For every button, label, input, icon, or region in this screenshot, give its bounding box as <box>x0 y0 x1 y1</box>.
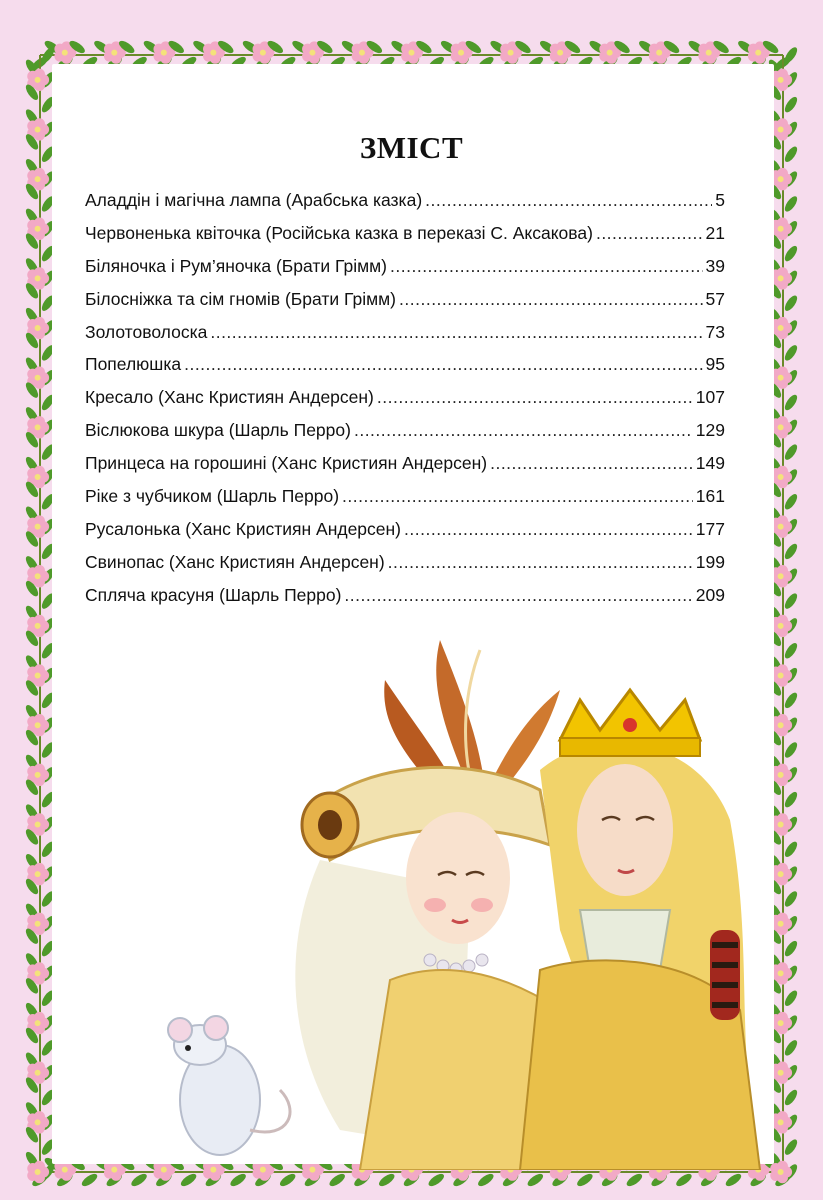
toc-page-number: 107 <box>695 387 725 408</box>
white-mouse <box>168 1016 290 1155</box>
toc-dot-leader <box>184 354 702 375</box>
leaf-icon <box>783 492 800 511</box>
toc-entry-title: Ріке з чубчиком (Шарль Перро) <box>85 486 340 507</box>
toc-entry-title: Русалонька (Ханс Кристиян Андерсен) <box>85 518 402 539</box>
toc-row <box>85 256 725 289</box>
toc-dot-leader <box>596 223 703 244</box>
leaf-icon <box>783 1138 800 1157</box>
toc-page-number: 73 <box>705 321 725 342</box>
leaf-icon <box>129 1172 148 1189</box>
toc-entry-title: Віслюкова шкура (Шарль Перро) <box>85 420 351 441</box>
toc-page-number: 21 <box>705 222 725 243</box>
toc-dot-leader <box>404 519 693 540</box>
toc-entry-title: Принцеса на горошині (Ханс Кристиян Андерсен) <box>85 453 488 474</box>
queen <box>520 690 760 1170</box>
toc-dot-leader <box>342 486 693 507</box>
leaf-icon <box>783 591 800 610</box>
toc-row <box>85 387 725 420</box>
leaf-icon <box>674 1172 693 1189</box>
leaf-icon <box>783 989 800 1008</box>
leaf-icon <box>783 294 800 313</box>
toc-dot-leader <box>210 322 702 343</box>
princess-face <box>406 812 510 944</box>
toc-row <box>85 354 725 387</box>
leaf-icon <box>724 1172 743 1189</box>
toc-page-number: 57 <box>705 288 725 309</box>
toc-row <box>85 519 725 552</box>
leaf-icon <box>783 939 800 958</box>
leaf-icon <box>783 1088 800 1107</box>
toc-dot-leader <box>425 190 712 211</box>
toc-row <box>85 420 725 453</box>
toc-dot-leader <box>388 552 693 573</box>
leaf-icon <box>783 343 800 362</box>
table-of-contents <box>85 190 725 618</box>
toc-entry-title: Попелюшка <box>85 354 182 375</box>
toc-row <box>85 486 725 519</box>
toc-row <box>85 552 725 585</box>
toc-page-number: 39 <box>705 255 725 276</box>
toc-page-number: 129 <box>695 420 725 441</box>
leaf-icon <box>476 1172 495 1189</box>
toc-dot-leader <box>390 256 703 277</box>
toc-entry-title: Свинопас (Ханс Кристиян Андерсен) <box>85 551 385 572</box>
toc-entry-title: Білосніжка та сім гномів (Брати Грімм) <box>85 288 397 309</box>
leaf-icon <box>783 790 800 809</box>
toc-dot-leader <box>377 387 693 408</box>
leaf-icon <box>179 1172 198 1189</box>
crown-icon <box>560 690 700 740</box>
leaf-icon <box>783 442 800 461</box>
leaf-icon <box>783 393 800 412</box>
toc-row <box>85 289 725 322</box>
leaf-icon <box>783 889 800 908</box>
toc-page-number: 95 <box>705 354 725 375</box>
leaf-icon <box>377 1172 396 1189</box>
leaf-icon <box>783 840 800 859</box>
leaf-icon <box>783 641 800 660</box>
toc-entry-title: Кресало (Ханс Кристиян Андерсен) <box>85 387 374 408</box>
page-title: ЗМІСТ <box>359 130 464 165</box>
toc-page-number: 199 <box>695 551 725 572</box>
toc-entry-title: Червоненька квіточка (Російська казка в переказі С. Аксакова) <box>85 222 593 243</box>
leaf-icon <box>783 542 800 561</box>
toc-page-number: 5 <box>715 190 725 210</box>
fairy-tale-illustration <box>140 630 780 1170</box>
toc-page-number: 209 <box>695 584 725 605</box>
toc-row <box>85 322 725 355</box>
leaf-icon <box>278 1172 297 1189</box>
toc-dot-leader <box>354 420 693 441</box>
toc-row <box>85 453 725 486</box>
toc-entry-title: Біляночка і Рум’яночка (Брати Грімм) <box>85 255 388 276</box>
leaf-icon <box>526 1172 545 1189</box>
toc-page-number: 177 <box>695 518 725 539</box>
toc-page-number: 149 <box>695 453 725 474</box>
leaf-icon <box>575 1172 594 1189</box>
toc-dot-leader <box>344 585 692 606</box>
toc-entry-title: Спляча красуня (Шарль Перро) <box>85 584 342 605</box>
toc-entry-title: Аладдін і магічна лампа (Арабська казка) <box>85 190 423 210</box>
toc-row <box>85 223 725 256</box>
leaf-icon <box>783 244 800 263</box>
toc-page-number: 161 <box>695 486 725 507</box>
leaf-icon <box>783 691 800 710</box>
toc-row <box>85 190 725 223</box>
leaf-icon <box>328 1172 347 1189</box>
leaf-icon <box>783 1038 800 1057</box>
leaf-icon <box>228 1172 247 1189</box>
leaf-icon <box>783 95 800 114</box>
toc-entry-title: Золотоволоска <box>85 321 208 342</box>
leaf-icon <box>783 740 800 759</box>
leaf-icon <box>783 194 800 213</box>
toc-dot-leader <box>490 453 693 474</box>
toc-row <box>85 585 725 618</box>
leaf-icon <box>427 1172 446 1189</box>
leaf-icon <box>80 1172 99 1189</box>
leaf-icon <box>625 1172 644 1189</box>
toc-dot-leader <box>399 289 703 310</box>
